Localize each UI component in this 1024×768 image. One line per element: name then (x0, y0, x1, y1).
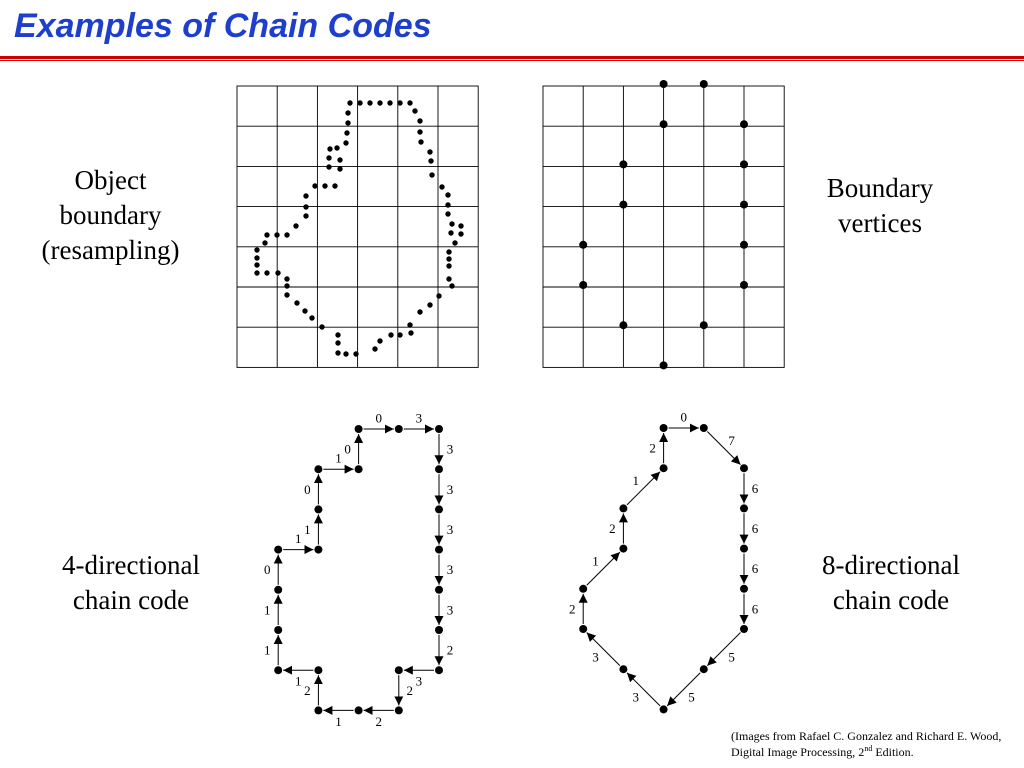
boundary-dot (388, 332, 393, 337)
boundary-dot (254, 255, 259, 260)
boundary-dot (445, 211, 450, 216)
boundary-dot (367, 100, 372, 105)
boundary-dot (254, 247, 259, 252)
boundary-dot (344, 130, 349, 135)
chain-code-label: 0 (263, 562, 271, 578)
boundary-dot (408, 330, 413, 335)
caption-object-boundary: Object boundary (resampling) (41, 165, 180, 266)
boundary-dot (264, 270, 269, 275)
boundary-vertex (700, 321, 708, 329)
chain-code-label: 1 (632, 473, 639, 489)
chain-code-label: 2 (304, 682, 311, 698)
chain-vertex (740, 464, 748, 472)
chain-code-label: 1 (335, 713, 342, 729)
chain-vertex (619, 504, 627, 512)
chain-code-label: 3 (446, 602, 454, 618)
chain-code-label: 5 (688, 689, 695, 705)
chain-vertex (435, 626, 443, 634)
chain-vertex (314, 706, 322, 714)
boundary-vertex (660, 80, 668, 88)
boundary-dot (312, 183, 317, 188)
chain-code-label: 3 (446, 562, 454, 578)
chain-code-label: 2 (649, 440, 656, 456)
chain-vertex (395, 425, 403, 433)
boundary-dot (429, 172, 434, 177)
chain-vertex (274, 666, 282, 674)
chain-code-label: 1 (295, 531, 302, 547)
boundary-dot (377, 338, 382, 343)
boundary-dot (284, 276, 289, 281)
boundary-dot (347, 100, 352, 105)
slide-title: Examples of Chain Codes (14, 7, 432, 45)
boundary-dot (446, 276, 451, 281)
boundary-vertex (619, 160, 627, 168)
boundary-vertex (660, 361, 668, 369)
chain-code-label: 6 (751, 521, 759, 536)
boundary-vertex (660, 120, 668, 128)
chain-code-label: 6 (751, 480, 759, 496)
chain-vertex (660, 464, 668, 472)
boundary-dot (274, 232, 279, 237)
boundary-dot (397, 100, 402, 105)
chain-code-label: 0 (680, 409, 687, 425)
boundary-dot (264, 232, 269, 237)
chain-code-label: 3 (415, 673, 423, 689)
boundary-dot (332, 183, 337, 188)
vertices-grid (543, 86, 784, 367)
boundary-vertex (579, 281, 587, 289)
chain-vertex (619, 665, 627, 673)
boundary-dot (335, 350, 340, 355)
chain-code-label: 0 (304, 481, 311, 497)
boundary-vertex (700, 80, 708, 88)
boundary-dot (303, 213, 308, 218)
chain-vertex (740, 504, 748, 512)
chain-arrow (707, 432, 740, 465)
boundary-dot (407, 322, 412, 327)
boundary-vertex (740, 160, 748, 168)
chain-code-label: 3 (446, 481, 454, 497)
chain-code-label: 2 (568, 601, 576, 617)
chain-code-label: 3 (632, 689, 639, 705)
chain-code-label: 2 (446, 642, 454, 658)
boundary-dot (335, 332, 340, 337)
chain-vertex (314, 465, 322, 473)
boundary-dot (387, 100, 392, 105)
boundary-dot (452, 240, 457, 245)
chain-vertex (435, 505, 443, 513)
chain-vertex (660, 705, 668, 713)
boundary-dot (293, 223, 298, 228)
chain-vertex (740, 545, 748, 553)
chain-vertex (314, 666, 322, 674)
boundary-dot (322, 183, 327, 188)
chain-vertex (314, 505, 322, 513)
boundary-dot (449, 283, 454, 288)
chain-code-label: 3 (415, 410, 423, 426)
boundary-dot (445, 202, 450, 207)
chain-vertex (274, 586, 282, 594)
boundary-vertex (740, 241, 748, 249)
boundary-dot (262, 240, 267, 245)
boundary-dot (284, 232, 289, 237)
boundary-dot (326, 155, 331, 160)
chain-code-label: 1 (263, 642, 271, 658)
object-boundary-dots (254, 100, 463, 356)
chain-vertex (355, 465, 363, 473)
boundary-dot (397, 332, 402, 337)
chain-vertex (435, 425, 443, 433)
boundary-dot (326, 164, 331, 169)
chain-arrow (707, 633, 740, 666)
boundary-dot (407, 100, 412, 105)
chain-code-label: 1 (304, 522, 311, 537)
chain-vertex (435, 465, 443, 473)
boundary-dot (284, 292, 289, 297)
chain-code-label: 2 (406, 682, 414, 698)
boundary-dot (458, 223, 463, 228)
boundary-dot (427, 302, 432, 307)
boundary-dot (335, 340, 340, 345)
boundary-dot (303, 204, 308, 209)
boundary-vertex (740, 120, 748, 128)
boundary-dot (446, 256, 451, 261)
chain-vertex (619, 545, 627, 553)
image-citation: (Images from Rafael C. Gonzalez and Richard E. Wood, Digital Image Processing, 2nd Edition. (731, 729, 1002, 760)
chain-vertex (660, 424, 668, 432)
boundary-dot (427, 149, 432, 154)
chain-code-label: 1 (263, 602, 271, 618)
chain-code-label: 6 (751, 561, 759, 577)
boundary-dot (353, 351, 358, 356)
chain-code-label: 0 (344, 441, 351, 457)
four-directional-chain (264, 411, 453, 729)
boundary-dot (284, 283, 289, 288)
boundary-dot (445, 192, 450, 197)
chain-vertex (740, 585, 748, 593)
boundary-dot (343, 140, 348, 145)
boundary-dot (418, 139, 423, 144)
boundary-dot (436, 293, 441, 298)
chain-vertex (395, 706, 403, 714)
boundary-dot (319, 324, 324, 329)
boundary-dot (345, 110, 350, 115)
chain-vertex (579, 585, 587, 593)
boundary-vertex (740, 281, 748, 289)
boundary-dot (254, 270, 259, 275)
boundary-dot (294, 300, 299, 305)
boundary-dot (448, 230, 453, 235)
chain-code-label: 6 (751, 601, 759, 617)
boundary-dot (458, 231, 463, 236)
caption-boundary-vertices: Boundary vertices (826, 173, 934, 239)
boundary-dot (337, 157, 342, 162)
chain-vertex (355, 706, 363, 714)
boundary-dot (449, 221, 454, 226)
boundary-dot (417, 118, 422, 123)
boundary-dot (417, 309, 422, 314)
caption-8-directional: 8-directional chain code (822, 550, 960, 616)
boundary-dot (372, 346, 377, 351)
resampling-grid (237, 86, 478, 367)
boundary-vertex (619, 321, 627, 329)
chain-code-label: 5 (728, 649, 735, 665)
chain-arrow (667, 673, 700, 706)
chain-code-label: 3 (446, 441, 454, 457)
chain-vertex (274, 626, 282, 634)
boundary-dot (428, 158, 433, 163)
boundary-vertex (579, 241, 587, 249)
caption-4-directional: 4-directional chain code (62, 550, 200, 616)
boundary-dot (334, 145, 339, 150)
chain-code-label: 1 (295, 673, 302, 689)
chain-vertex (435, 586, 443, 594)
boundary-vertex (619, 201, 627, 209)
boundary-dot (303, 193, 308, 198)
chain-code-label: 2 (609, 521, 616, 536)
boundary-dot (309, 315, 314, 320)
chain-code-label: 1 (592, 553, 599, 569)
chain-code-label: 3 (446, 522, 454, 537)
chain-vertex (740, 625, 748, 633)
boundary-vertex (740, 201, 748, 209)
eight-directional-chain (569, 410, 759, 714)
boundary-dot (417, 129, 422, 134)
boundary-dot (446, 263, 451, 268)
chain-vertex (435, 666, 443, 674)
chain-vertex (314, 546, 322, 554)
chain-vertex (395, 666, 403, 674)
boundary-dot (302, 308, 307, 313)
boundary-dot (337, 166, 342, 171)
chain-code-label: 7 (728, 432, 735, 448)
chain-code-label: 3 (592, 649, 599, 665)
boundary-dot (377, 100, 382, 105)
boundary-dot (343, 351, 348, 356)
chain-vertex (274, 546, 282, 554)
chain-vertex (579, 625, 587, 633)
boundary-dot (412, 108, 417, 113)
chain-vertex (700, 424, 708, 432)
boundary-dot (439, 184, 444, 189)
boundary-dot (327, 146, 332, 151)
boundary-dot (357, 100, 362, 105)
chain-code-label: 0 (375, 410, 382, 426)
chain-vertex (355, 425, 363, 433)
chain-code-label: 2 (375, 713, 382, 729)
boundary-dot (275, 270, 280, 275)
chain-vertex (700, 665, 708, 673)
boundary-dot (254, 262, 259, 267)
boundary-dot (345, 120, 350, 125)
boundary-dot (446, 249, 451, 254)
chain-vertex (435, 546, 443, 554)
chain-code-label: 1 (335, 450, 342, 466)
